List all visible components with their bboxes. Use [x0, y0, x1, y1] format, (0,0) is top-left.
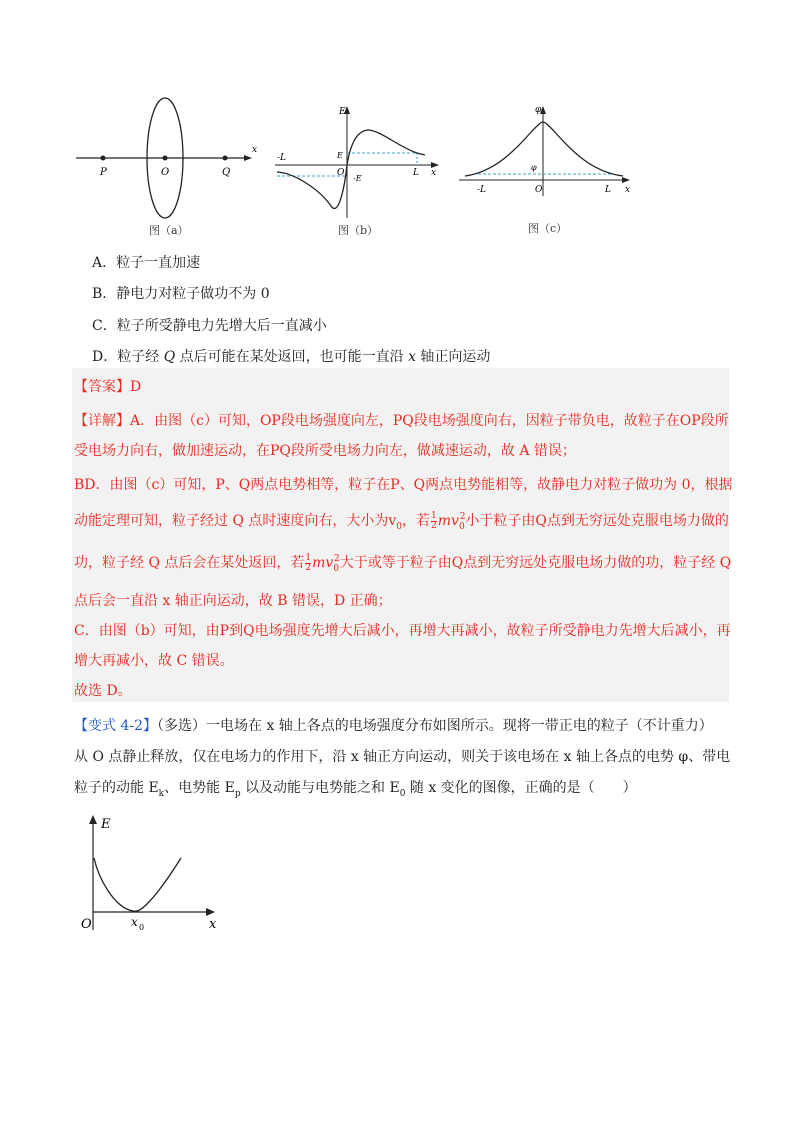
label-x0-sub: 0	[139, 923, 145, 932]
label-Q: Q	[222, 167, 231, 178]
label-O: O	[535, 185, 543, 195]
label-E: E	[101, 817, 111, 832]
label-negEp: -E	[353, 174, 362, 183]
figure-d	[75, 810, 235, 935]
label-x: x	[209, 917, 217, 932]
label-O: O	[161, 167, 170, 178]
label-L: L	[413, 168, 419, 178]
figure-a	[70, 95, 260, 240]
label-P: P	[100, 167, 107, 178]
label-x: x	[625, 185, 631, 195]
label-x: x	[431, 168, 437, 178]
question-line-1: 【变式 4-2】（多选）一电场在 x 轴上各点的电场强度分布如图所示。现将一带正电的粒子（不计重力）	[74, 718, 713, 734]
label-E: E	[339, 107, 346, 117]
variant-tag: 【变式 4-2】	[74, 718, 157, 734]
label-x: x	[252, 145, 258, 155]
figure-c-caption: 图（c）	[528, 222, 568, 235]
label-phi1: φ	[531, 163, 537, 172]
option-c: C．粒子所受静电力先增大后一直减小	[92, 318, 327, 334]
detail-line-5: 功，粒子经 Q 点后会在某处返回，若 $\frac{1}{2}$ $mv_0^2$大于或等于粒子由Q点到无穷远处克服电场力做的功，粒子经 Q	[74, 552, 732, 574]
label-negL: -L	[277, 153, 287, 163]
detail-line-6: 点后会一直沿 x 轴正向运动，故 B 错误，D 正确；	[74, 593, 392, 609]
label-negL: -L	[477, 185, 487, 195]
detail-line-9: 故选 D。	[74, 683, 132, 699]
question-line-3: 粒子的动能 $E_k$、电势能 $E_p$ 以及动能与电势能之和 $E_0$ 随 x 变化的图像，正确的是（ ）	[74, 780, 637, 799]
label-Ep: E	[337, 151, 343, 160]
detail-line-4: 动能定理可知，粒子经过 Q 点时速度向右，大小为$v_0$，若 $\frac{1}{2}$ $mv_0^2$小于粒子由Q点到无穷远处克服电场力做的	[74, 510, 729, 532]
figure-c	[455, 100, 635, 210]
detail-line-8: 增大再减小，故 C 错误。	[74, 653, 234, 669]
label-L: L	[605, 185, 611, 195]
question-line-2: 从 O 点静止释放，仅在电场力的作用下，沿 x 轴正方向运动，则关于该电场在 x 轴上各点的电势 φ、带电	[74, 749, 731, 765]
detail-line-3: BD．由图（c）可知，P、Q两点电势相等，粒子在P、Q两点电势能相等，故静电力对粒子做功为 0，根据	[74, 477, 733, 493]
option-d: D．粒子经 Q 点后可能在某处返回，也可能一直沿 x 轴正向运动	[92, 349, 491, 365]
figure-a-caption: 图（a）	[149, 224, 189, 237]
label-phi: φ	[535, 105, 542, 115]
label-O: O	[81, 917, 92, 932]
label-O: O	[337, 168, 345, 178]
answer-line: 【答案】D	[74, 379, 142, 395]
detail-line-1: 【详解】A．由图（c）可知，OP段电场强度向左，PQ段电场强度向右，因粒子带负电，故粒子在OP段所	[74, 413, 729, 429]
option-b: B．静电力对粒子做功不为 0	[92, 286, 270, 302]
detail-line-2: 受电场力向右，做加速运动，在PQ段所受电场力向左，做减速运动，故 A 错误；	[74, 443, 576, 459]
option-a: A．粒子一直加速	[92, 255, 201, 271]
figure-b	[265, 100, 445, 225]
detail-line-7: C．由图（b）可知，由P到Q电场强度先增大后减小，再增大再减小，故粒子所受静电力先增大后减小，再	[74, 623, 731, 639]
figure-b-caption: 图（b）	[338, 224, 379, 237]
label-x0: x	[131, 915, 138, 929]
